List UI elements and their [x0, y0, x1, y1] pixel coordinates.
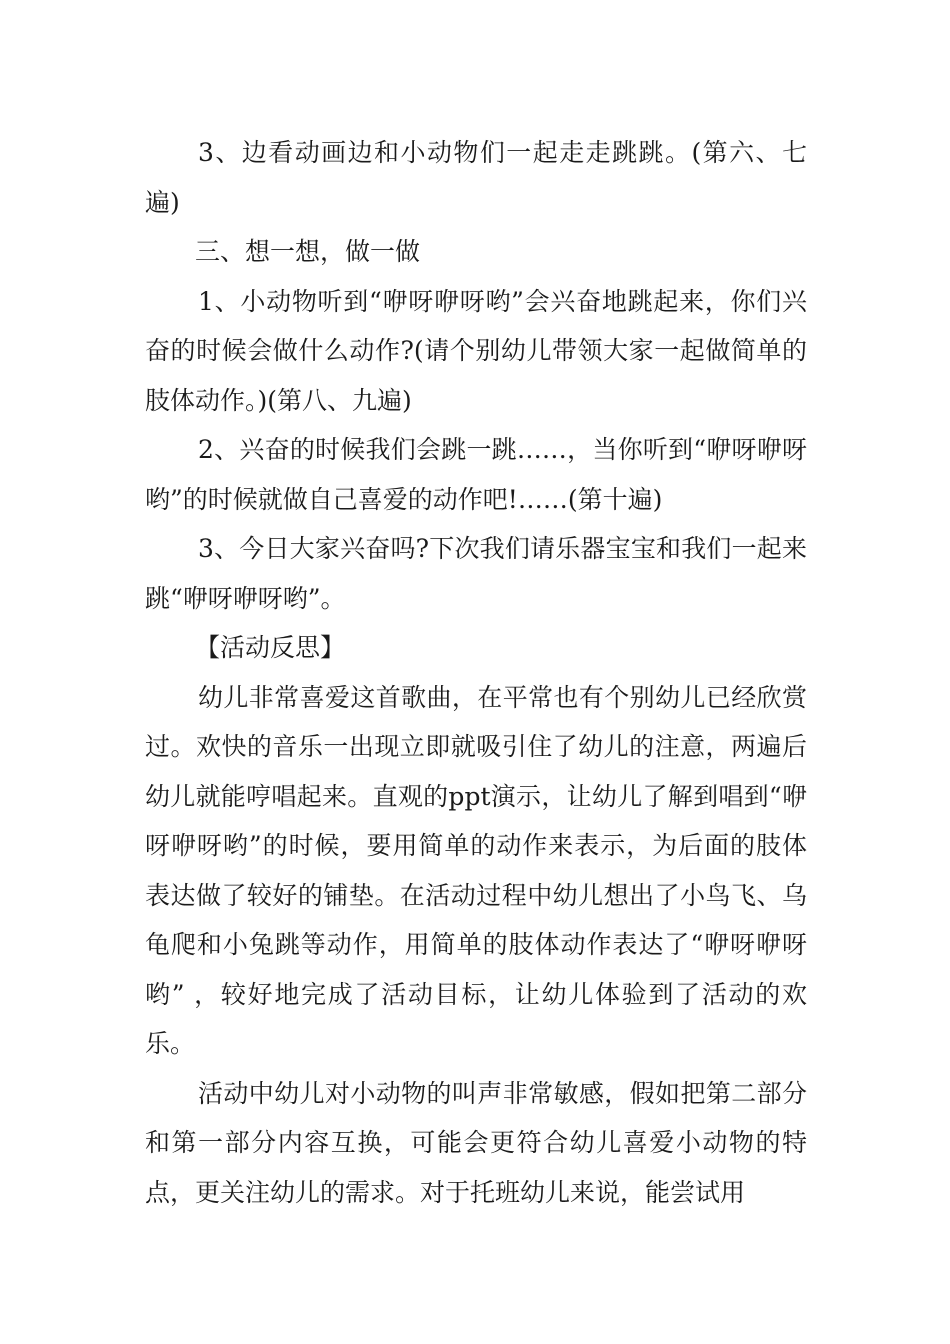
paragraph-step-1-excited-actions: 1、小动物听到“咿呀咿呀哟”会兴奋地跳起来，你们兴奋的时候会做什么动作?(请个别幼儿带领大家一起做简单的肢体动作。)(第八、九遍): [145, 286, 807, 415]
paragraph-reflection-2: 活动中幼儿对小动物的叫声非常敏感，假如把第二部分和第一部分内容互换，可能会更符合幼儿喜爱小动物的特点，更关注幼儿的需求。对于托班幼儿来说，能尝试用: [145, 1078, 807, 1207]
paragraph-step-3-watch-animation: 3、边看动画边和小动物们一起走走跳跳。(第六、七遍): [145, 138, 807, 217]
document-page: [145, 128, 807, 1217]
paragraph-step-3-instruments: 3、今日大家兴奋吗?下次我们请乐器宝宝和我们一起来跳“咿呀咿呀哟”。: [145, 534, 807, 613]
section-heading-activity-reflection: 【活动反思】: [195, 633, 346, 662]
paragraph-step-2-jump: 2、兴奋的时候我们会跳一跳……，当你听到“咿呀咿呀哟”的时候就做自己喜爱的动作吧!……(第十遍): [145, 435, 807, 514]
section-heading-think-and-do: 三、想一想，做一做: [195, 237, 421, 266]
paragraph-reflection-1: 幼儿非常喜爱这首歌曲，在平常也有个别幼儿已经欣赏过。欢快的音乐一出现立即就吸引住了幼儿的注意，两遍后幼儿就能哼唱起来。直观的ppt演示，让幼儿了解到唱到“咿呀咿呀哟”的时候，要用简单的动作来表示，为后面的肢体表达做了较好的铺垫。在活动过程中幼儿想出了小鸟飞、乌龟爬和小兔跳等动作，用简单的肢体动作表达了“咿呀咿呀哟” ，较好地完成了活动目标，让幼儿体验到了活动的欢乐。: [145, 682, 807, 1058]
